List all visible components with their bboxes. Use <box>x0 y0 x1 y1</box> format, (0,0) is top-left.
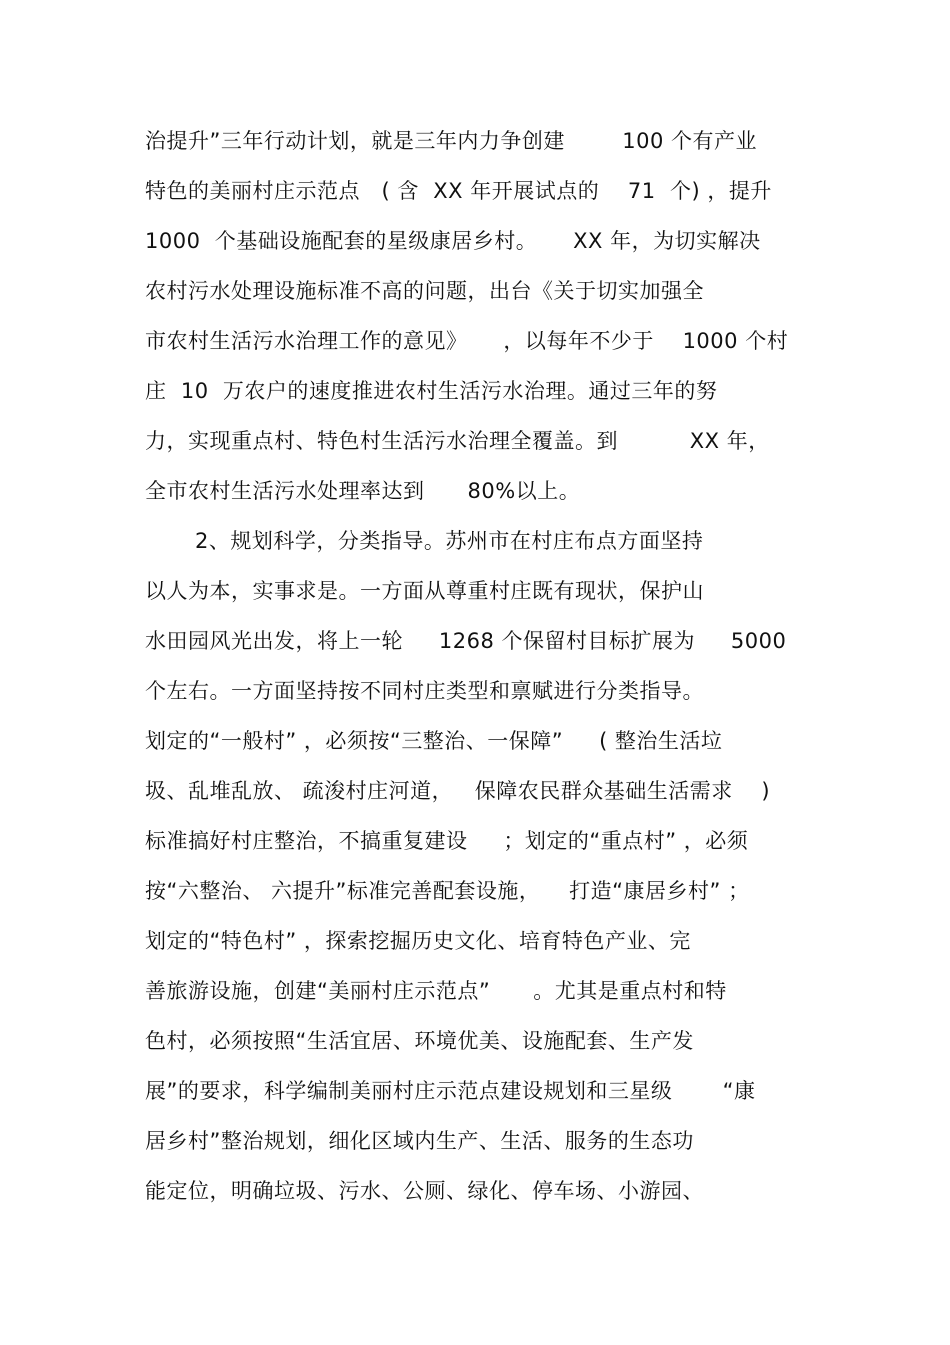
text-line: 按“六整治、 六提升”标准完善配套设施， 打造“康居乡村” ； <box>145 879 750 903</box>
text-line: 力，实现重点村、特色村生活污水治理全覆盖。到 XX 年， <box>145 429 770 453</box>
text-line: 庄 10 万农户的速度推进农村生活污水治理。通过三年的努 <box>145 379 718 403</box>
text-line: 1000 个基础设施配套的星级康居乡村。 XX 年，为切实解决 <box>145 229 761 253</box>
text-line: 市农村生活污水治理工作的意见》 ，以每年不少于 1000 个村 <box>145 329 789 353</box>
text-line: 划定的“一般村” ，必须按“三整治、一保障” ( 整治生活垃 <box>145 729 723 753</box>
text-line: 以人为本，实事求是。一方面从尊重村庄既有现状，保护山 <box>145 579 704 603</box>
text-line: 展”的要求，科学编制美丽村庄示范点建设规划和三星级 “康 <box>145 1079 756 1103</box>
text-line: 居乡村”整治规划，细化区域内生产、生活、服务的生态功 <box>145 1129 694 1153</box>
paragraph-heading-line: 2、规划科学，分类指导。苏州市在村庄布点方面坚持 <box>195 529 704 553</box>
text-line: 划定的“特色村” ，探索挖掘历史文化、培育特色产业、完 <box>145 929 691 953</box>
text-line: 农村污水处理设施标准不高的问题，出台《关于切实加强全 <box>145 279 704 303</box>
text-line: 善旅游设施，创建“美丽村庄示范点” 。尤其是重点村和特 <box>145 979 727 1003</box>
text-line: 治提升”三年行动计划，就是三年内力争创建 100 个有产业 <box>145 129 758 153</box>
text-line: 全市农村生活污水处理率达到 80%以上。 <box>145 479 581 503</box>
document-body <box>0 116 950 1216</box>
text-line: 能定位，明确垃圾、污水、公厕、绿化、停车场、小游园、 <box>145 1179 704 1203</box>
text-line: 个左右。一方面坚持按不同村庄类型和禀赋进行分类指导。 <box>145 679 704 703</box>
text-line: 标准搞好村庄整治，不搞重复建设 ；划定的“重点村” ，必须 <box>145 829 749 853</box>
text-line: 特色的美丽村庄示范点 ( 含 XX 年开展试点的 71 个) ，提升 <box>145 179 772 203</box>
text-line: 水田园风光出发，将上一轮 1268 个保留村目标扩展为 5000 <box>145 629 787 653</box>
text-line: 色村，必须按照“生活宜居、环境优美、设施配套、生产发 <box>145 1029 694 1053</box>
text-line: 圾、乱堆乱放、 疏浚村庄河道， 保障农民群众基础生活需求 ) <box>145 779 771 803</box>
